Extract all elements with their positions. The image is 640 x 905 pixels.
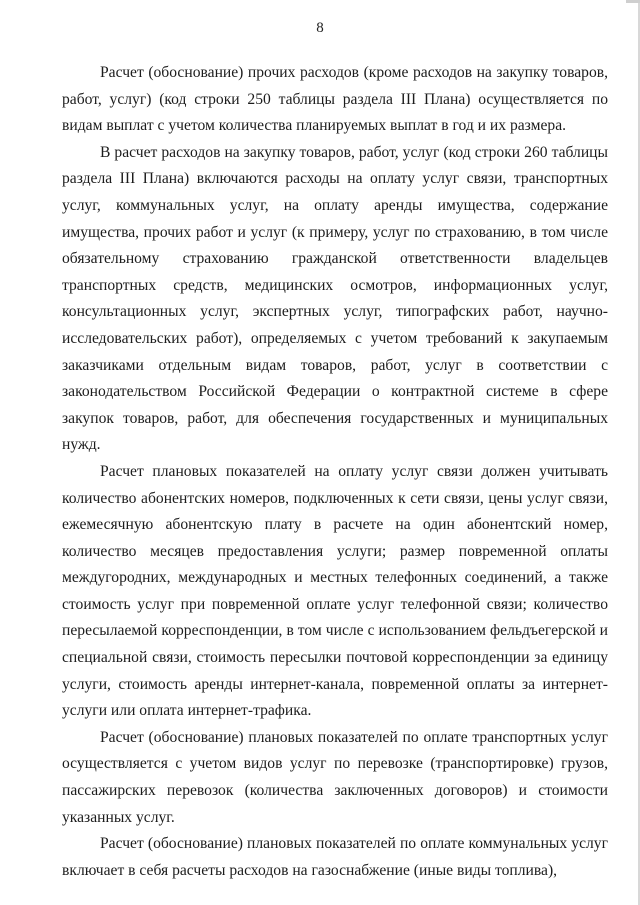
document-body bbox=[62, 60, 608, 884]
paragraph-procurement-expenses: В расчет расходов на закупку товаров, работ, услуг (код строки 260 таблицы раздела III Плана) включаются расходы на оплату услуг связи, транспортных услуг, коммунальных услуг, на оплату аренды имущества, содержание имущества, прочих работ и услуг (к примеру, услуг по страхованию, в том числе обязательному страхованию гражданской ответственности владельцев транспортных средств, медицинских осмотров, информационных услуг, консультационных услуг, экспертных услуг, типографских работ, научно-исследовательских работ), определяемых с учетом требований к закупаемым заказчиками отдельным видам товаров, работ, услуг в соответствии с законодательством Российской Федерации о контрактной системе в сфере закупок товаров, работ, для обеспечения государственных и муниципальных нужд. bbox=[62, 143, 608, 454]
paragraph-other-expenses: Расчет (обоснование) прочих расходов (кроме расходов на закупку товаров, работ, услуг) (код строки 250 таблицы раздела III Плана) осуществляется по видам выплат с учетом количества планируемых выплат в год и их размера. bbox=[62, 64, 608, 135]
paragraph-utility-services: Расчет (обоснование) плановых показателей по оплате коммунальных услуг включает в себя расчеты расходов на газоснабжение (иные виды топлива), bbox=[62, 835, 608, 879]
paragraph-communication-services: Расчет плановых показателей на оплату услуг связи должен учитывать количество абонентских номеров, подключенных к сети связи, цены услуг связи, ежемесячную абонентскую плату в расчете на один абонентский номер, количество месяцев предоставления услуги; размер повременной оплаты междугородних, международных и местных телефонных соединений, а также стоимость услуг при повременной оплате услуг телефонной связи; количество пересылаемой корреспонденции, в том числе с использованием фельдъегерской и специальной связи, стоимость пересылки почтовой корреспонденции за единицу услуги, стоимость аренды интернет-канала, повременной оплаты за интернет-услуги или оплата интернет-трафика. bbox=[62, 462, 608, 720]
paragraph-transport-services: Расчет (обоснование) плановых показателей по оплате транспортных услуг осуществляется с учетом видов услуг по перевозке (транспортировке) грузов, пассажирских перевозок (количества заключенных договоров) и стоимости указанных услуг. bbox=[62, 728, 608, 826]
scan-corner-mark bbox=[626, 0, 640, 3]
page-number: 8 bbox=[316, 20, 324, 36]
